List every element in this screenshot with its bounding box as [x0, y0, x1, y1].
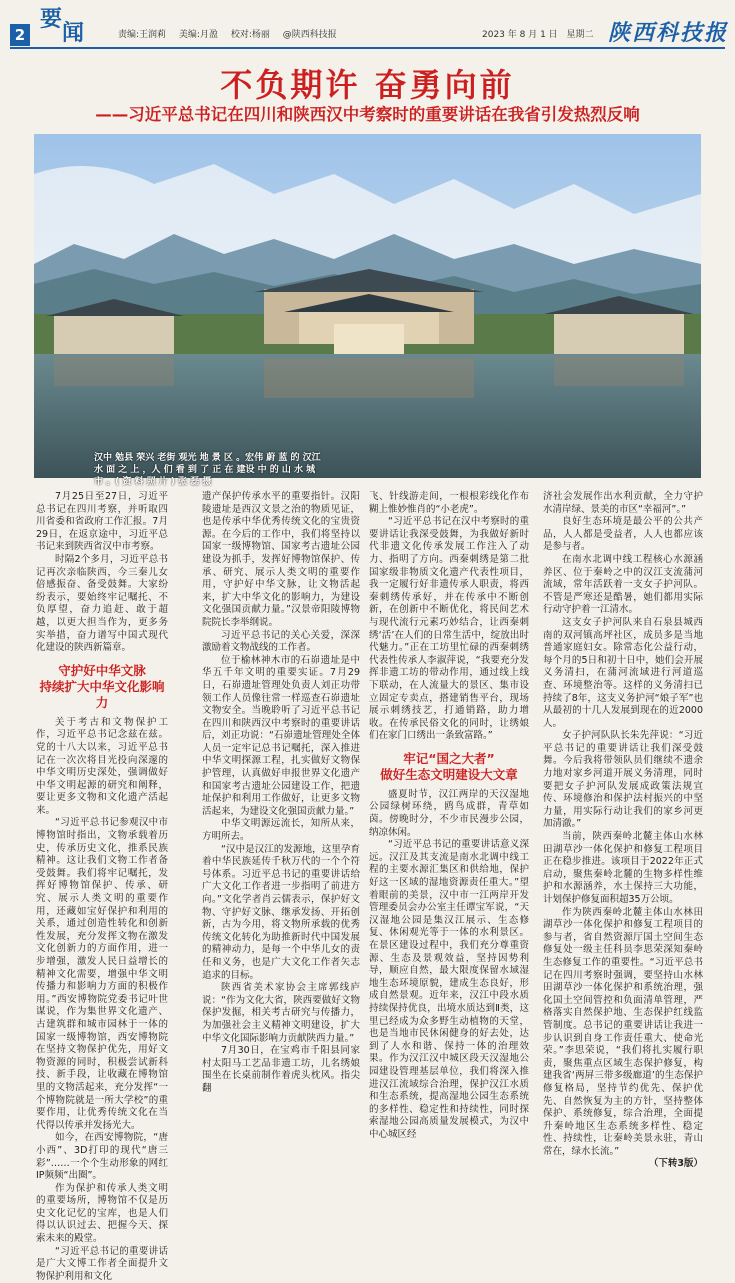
paragraph: 陕西省美术家协会主席郭线庐说：“作为文化大省，陕西要做好文物保护发掘，相关考古研究与传播力，为加强社会主义精神文明建设，扩大中华文化国际影响力贡献陕西力量。”	[202, 982, 360, 1044]
article-column-1	[36, 491, 168, 1283]
paragraph: 盛夏时节，汉江两岸的天汉湿地公园绿树环绕，鸥鸟成群，青草如茵。傍晚时分，不少市民漫步公园，纳凉休闲。	[369, 788, 529, 838]
paragraph: 作为陕西秦岭北麓主体山水林田湖草沙一体化保护和修复工程项目的参与者，省自然资源厅国土空间生态修复处一级主任科员李思荣深知秦岭生态修复工作的重要性。“习近平总书记在四川考察时强调，要坚持山水林田湖草沙一体化保护和系统治理，强化国土空间管控和负面清单管理，严格落实自然保护地、生态保护红线监管制度。总书记的重要讲话让我进一步认识到自身工作责任重大、使命光荣。”李思荣说，“我们将扎实履行职责，聚焦重点区域生态保护修复，构建我省‘两屏三带多级廊道’的生态保护修复格局，坚持节约优先、保护优先、自然恢复为主的方针，坚持整体保护、系统修复，综合治理，全面提升秦岭地区生态系统多样性、稳定性、持续性，让秦岭美景永驻，青山常在，绿水长流。”	[543, 906, 703, 1157]
paragraph: 关于考古和文物保护工作，习近平总书记念兹在兹。党的十八大以来，习近平总书记在一次次将目光投向深邃的中华文明历史深处，强调做好中华文明起源的研究和阐释，要让更多文物和文化遗产活起来。	[36, 716, 168, 816]
paragraph: 济社会发展作出水利贡献，全力守护水清岸绿、景美的市区“幸福河”。”	[543, 491, 703, 515]
photo-caption: 汉中 勉县 荣兴 老街 观光 地 景 区 。宏伟 蔚 蓝 的 汉江 水 面 之 上 ，人 们 看 到 了 正 在 建设 中 的 山 水 城 市 。( 资 料 照 片 ) 张 磊 摄	[94, 453, 321, 487]
paragraph: “习近平总书记在汉中考察时的重要讲话让我深受鼓舞，为我做好新时代非遗文化传承发展工作注入了动力、指明了方向。西秦刺绣是第二批国家级非物质文化遗产代表性项目，我一定履行好非遗传承人职责，将西秦刺绣传承好，并在传承中不断创新，在创新中不断优化，将民间艺术与现代流行元素巧妙结合，让西秦刺绣‘活’在人们的日常生活中，绽放出时代魅力。”正在工坊里忙碌的西秦刺绣代表性传承人李淑萍说，“我要充分发挥非遗工坊的带动作用，通过线上线下联动，在人流量大的景区、集市设立固定专卖点，搭建销售平台，现场展示刺绣技艺，打通销路，助力增收。在传承民俗文化的同时，让绣娘们在家门口绣出一条致富路。”	[369, 516, 529, 742]
paragraph: 位于榆林神木市的石峁遗址是中华五千年文明的重要实证。7月29日，石峁遗址管理处负责人刘正功带领工作人员像往常一样巡查石峁遗址文物安全。当晚聆听了习近平总书记在四川和陕西汉中考察时的重要讲话后，刘正功说：“石峁遗址管理处全体人员一定牢记总书记嘱托，深入推进中华文明探源工程，扎实做好文物保护管理，认真做好申报世界文化遗产和国家考古遗址公园建设工作，把遗址保护和利用工作做好，让更多文物活起来，为建设文化强国贡献力量。”	[202, 654, 360, 817]
paragraph: 遗产保护传承水平的重要指针。汉阳陵遗址是西汉文景之治的物质见证，也是传承中华优秀传统文化的宝贵资源。在今后的工作中，我们将坚持以国家一级博物馆、国家考古遗址公园建设为抓手，发挥好博物馆保护、传承、研究、展示人类文明的重要作用，守护好中华文脉，让文物活起来，扩大中华文化的影响力，为建设文化强国贡献力量。”汉景帝阳陵博物院院长李举纲说。	[202, 491, 360, 628]
page-number: 2	[10, 24, 30, 46]
lead-photo	[34, 134, 701, 478]
paragraph: “习近平总书记的重要讲话意义深远。汉江及其支流是南水北调中线工程的主要水源汇集区和供给地，保护好这一区域的湿地资源责任重大。”望着眼前的美景，汉中市一江两岸开发管理委员会办公室主任谭宝军说，“天汉湿地公园是集汉江展示、生态修复、休闲观光等于一体的水利景区。在景区建设过程中，我们充分尊重资源、生态及景观效益，坚持因势利导，顺应自然，最大限度保留水域湿地生态环境原貌，建成生态良好，形成自然景观。近年来，汉江中段水质持续保持优良，出境水质达到Ⅱ类，这里已经成为众多野生动植物的天堂，也是当地市民休闲健身的好去处，达到了人水和谐、保持一体的治理效果。作为汉江汉中城区段天汉湿地公园建设管理基层单位，我们将深入推进汉江流域综合治理，保护汉江水质和生态系统，提高湿地公园生态系统的多样性、稳定性和持续性，同时探索湿地公园高质量发展模式，为汉中中心城区经	[369, 839, 529, 1140]
weekday: 星期二	[566, 30, 594, 40]
editor: 责编:王润莉	[118, 30, 167, 40]
paragraph: 良好生态环境是最公平的公共产品，人人都是受益者，人人也都应该是参与者。	[543, 516, 703, 553]
paragraph: 如今，在西安博物院，“唐小西”、3D打印的现代“唐三彩”……一个个生动形象的网红IP频频“出圈”。	[36, 1132, 168, 1182]
weibo-handle: @陕西科技报	[282, 30, 337, 40]
subheadline: ——习近平总书记在四川和陕西汉中考察时的重要讲话在我省引发热烈反响	[95, 105, 640, 124]
issue-date	[482, 27, 600, 40]
headline: 不负期许 奋勇向前	[220, 66, 515, 104]
section-name-2: 闻	[62, 21, 85, 46]
paragraph: 7月25日至27日，习近平总书记在四川考察，并听取四川省委和省政府工作汇报。7月29日，在返京途中，习近平总书记来到陕西省汉中市考察。	[36, 491, 168, 553]
paragraph: “汉中是汉江的发源地，这里孕育着中华民族延传千秋万代的一个个符号体系。习近平总书记的重要讲话给广大文化工作者进一步指明了前进方向。”文化学者肖云儒表示，保护好文物、守护好文脉、继承发扬、开拓创新，古为今用，将文物所承载的优秀传统文化转化为助推新时代中国发展的精神动力，是每一个中华儿女的责任和义务，也是广大文化工作者矢志追求的目标。	[202, 843, 360, 981]
section-subtitle-1	[36, 663, 168, 711]
article-column-4	[543, 491, 703, 1171]
paragraph: 当前，陕西秦岭北麓主体山水林田湖草沙一体化保护和修复工程项目正在稳步推进。该项目于2022年正式启动，聚焦秦岭北麓的生物多样性维护和水源涵养，水土保持三大功能，计划保护修复面积超35万公顷。	[543, 831, 703, 905]
section-subtitle-2	[369, 751, 529, 783]
paragraph: “习近平总书记参观汉中市博物馆时指出，文物承载着历史，传承历史文化，推系民族精神。这让我们文物工作者备受鼓舞。我们将牢记嘱托，发挥好博物馆保护、传承、研究、展示人类文明的重要作用，还藏如宝好保护和利用的关系，通过创造性转化和创新性发展，充分发挥文物在激发文化创新力的方面作用，进一步增强，激发人民日益增长的精神文化需要，增强中华文明传播力和影响力方面的积极作用。”西安博物院党委书记叶世谋说，作为集世界文化遗产、古建筑群和城市园林于一体的国家一级博物馆，西安博物院在坚持文物保护优先，用好文物资源的同时，积极尝试新科技、新手段，让收藏在博物馆里的文物活起来，充分发挥“一个博物院就是一所大学校”的重要作用，让优秀传统文化在当代得以传承并发扬光大。	[36, 817, 168, 1131]
proofreader: 校对:杨丽	[230, 30, 270, 40]
paragraph: 女子护河队队长朱先萍说：“习近平总书记的重要讲话让我们深受鼓舞。今后我将带领队员们继续不遗余力地对家乡河道开展义务清理，同时要把女子护河队发展成政策法规宣传、环境修治和保护法村振兴的中坚力量，用实际行动让我们的家乡河更加清澈。”	[543, 730, 703, 830]
masthead-rule	[10, 47, 725, 49]
paragraph: 中华文明源远流长，知所从来，方明所去。	[202, 818, 360, 843]
paragraph: 在南水北调中线工程核心水源涵养区、位于秦岭之中的汉江支流蒲河流域，常年活跃着一支女子护河队。不管是严寒还是酷暑，她们都用实际行动守护着一江清水。	[543, 553, 703, 616]
date: 2023 年 8 月 1 日	[482, 30, 558, 40]
paragraph: 飞、针线游走间，一根根彩线化作布糊上惟妙惟肖的“小老虎”。	[369, 491, 529, 515]
section-name: 要	[40, 7, 63, 32]
paper-name: 陕西科技报	[608, 20, 729, 46]
subtitle-line: 持续扩大中华文化影响力	[39, 678, 165, 710]
subtitle-line: 牢记“国之大者”	[403, 750, 495, 766]
article-column-2	[202, 491, 360, 1096]
paragraph: 7月30日，在宝鸡市千阳县同家村太阳马工艺品非遗工坊，儿名绣娘围坐在长桌前制作着虎头枕风。指尖翻	[202, 1045, 360, 1094]
layout-editor: 美编:月盈	[178, 30, 218, 40]
subtitle-line: 守护好中华文脉	[58, 662, 146, 678]
paragraph: 这支女子护河队来自石泉县城西南的双河镇高坪社区，成员多是当地普通家庭妇女。除常态化公益行动，每个月的5日和初十日中，她们会开展义务清扫，在蒲河流域进行河道巡查、环境整治等。这样的义务清扫已持续了8年，这支义务护河“娘子军”也从最初的十几人发展到现在的近2000人。	[543, 616, 703, 729]
paragraph: 习近平总书记的关心关爱，深深激励着文物战线的工作者。	[202, 629, 360, 654]
editor-credits	[118, 27, 347, 40]
paragraph: “习近平总书记的重要讲话是广大文博工作者全面提升文物保护利用和文化	[36, 1245, 168, 1282]
continued-on-page: （下转3版）	[648, 1158, 703, 1170]
paragraph: 作为保护和传承人类文明的重要场所，博物馆不仅是历史文化记忆的宝库，也是人们得以认识过去、把握今天、探索未来的殿堂。	[36, 1182, 168, 1245]
paragraph: 时隔2个多月，习近平总书记再次亲临陕西，今三秦儿女倍感振奋、备受鼓舞。大家纷纷表示，要始终牢记嘱托、不负厚望，奋力追赶、敢于超越，以更大担当作为，更多务实举措，奋力谱写中国式现代化建设的陕西新篇章。	[36, 553, 168, 654]
masthead	[0, 0, 735, 48]
article-column-3	[369, 491, 529, 1142]
subtitle-line: 做好生态文明建设大文章	[380, 766, 518, 782]
